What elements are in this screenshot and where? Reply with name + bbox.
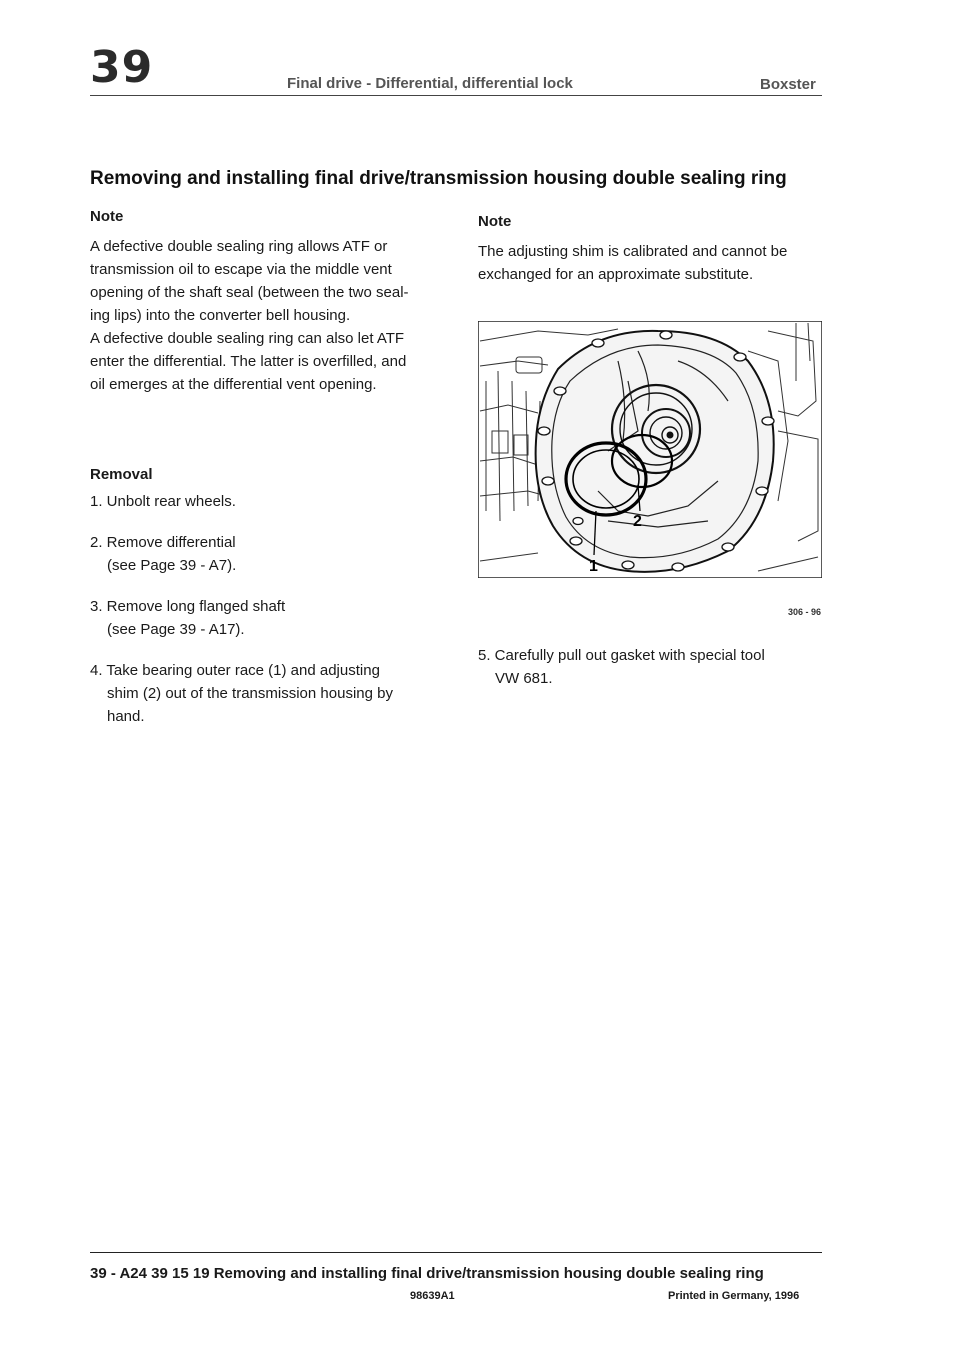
removal-step: [90, 659, 393, 728]
removal-step: [90, 531, 393, 577]
note-line: opening of the shaft seal (between the two seal-: [90, 284, 409, 301]
step-text-cont: VW 681.: [495, 670, 553, 687]
step-text: 5. Carefully pull out gasket with special tool: [478, 647, 765, 664]
footer-rule: [90, 1252, 822, 1253]
note-line: exchanged for an approximate substitute.: [478, 266, 754, 283]
footer-code: 98639A1: [410, 1290, 455, 1302]
header-rule: [90, 95, 822, 96]
transmission-housing-illustration: [478, 321, 822, 578]
note-line: A defective double sealing ring allows ATF or: [90, 238, 388, 255]
step-5: [478, 644, 765, 690]
header-title: Final drive - Differential, differential lock: [287, 75, 573, 92]
step-text: 3. Remove long flanged shaft: [90, 598, 286, 615]
chapter-number: 39: [90, 42, 154, 93]
step-text-cont: hand.: [107, 708, 145, 725]
note-line: A defective double sealing ring can also let ATF: [90, 330, 405, 347]
figure-caption: 306 - 96: [788, 607, 822, 617]
transmission-housing-figure: [478, 321, 822, 578]
footer-line: 39 - A24 39 15 19 Removing and installing final drive/transmission housing double sealing ring: [90, 1265, 764, 1282]
header-model: Boxster: [760, 76, 816, 93]
footer-printed: Printed in Germany, 1996: [668, 1290, 800, 1302]
right-note-heading: Note: [478, 213, 512, 230]
callout-2: 2: [633, 513, 642, 530]
step-text-cont: shim (2) out of the transmission housing by: [107, 685, 393, 702]
note-line: ing lips) into the converter bell housing.: [90, 307, 351, 324]
left-note-heading: Note: [90, 208, 124, 225]
removal-step: [90, 595, 393, 641]
page-title: Removing and installing final drive/transmission housing double sealing ring: [90, 168, 787, 189]
right-note-body: [478, 240, 822, 286]
left-note-body: [90, 235, 420, 396]
step-ref: (see Page 39 - A7).: [107, 557, 237, 574]
removal-step: [90, 490, 393, 513]
step-text: 4. Take bearing outer race (1) and adjusting: [90, 662, 380, 679]
note-line: enter the differential. The latter is overfilled, and: [90, 353, 407, 370]
callout-1: 1: [589, 558, 598, 575]
step-text: 2. Remove differential: [90, 534, 236, 551]
note-line: The adjusting shim is calibrated and cannot be: [478, 243, 788, 260]
note-line: oil emerges at the differential vent opening.: [90, 376, 377, 393]
step-ref: (see Page 39 - A17).: [107, 621, 245, 638]
note-line: transmission oil to escape via the middle vent: [90, 261, 392, 278]
removal-steps: [90, 490, 393, 746]
step-text: 1. Unbolt rear wheels.: [90, 493, 236, 510]
removal-heading: Removal: [90, 466, 153, 483]
